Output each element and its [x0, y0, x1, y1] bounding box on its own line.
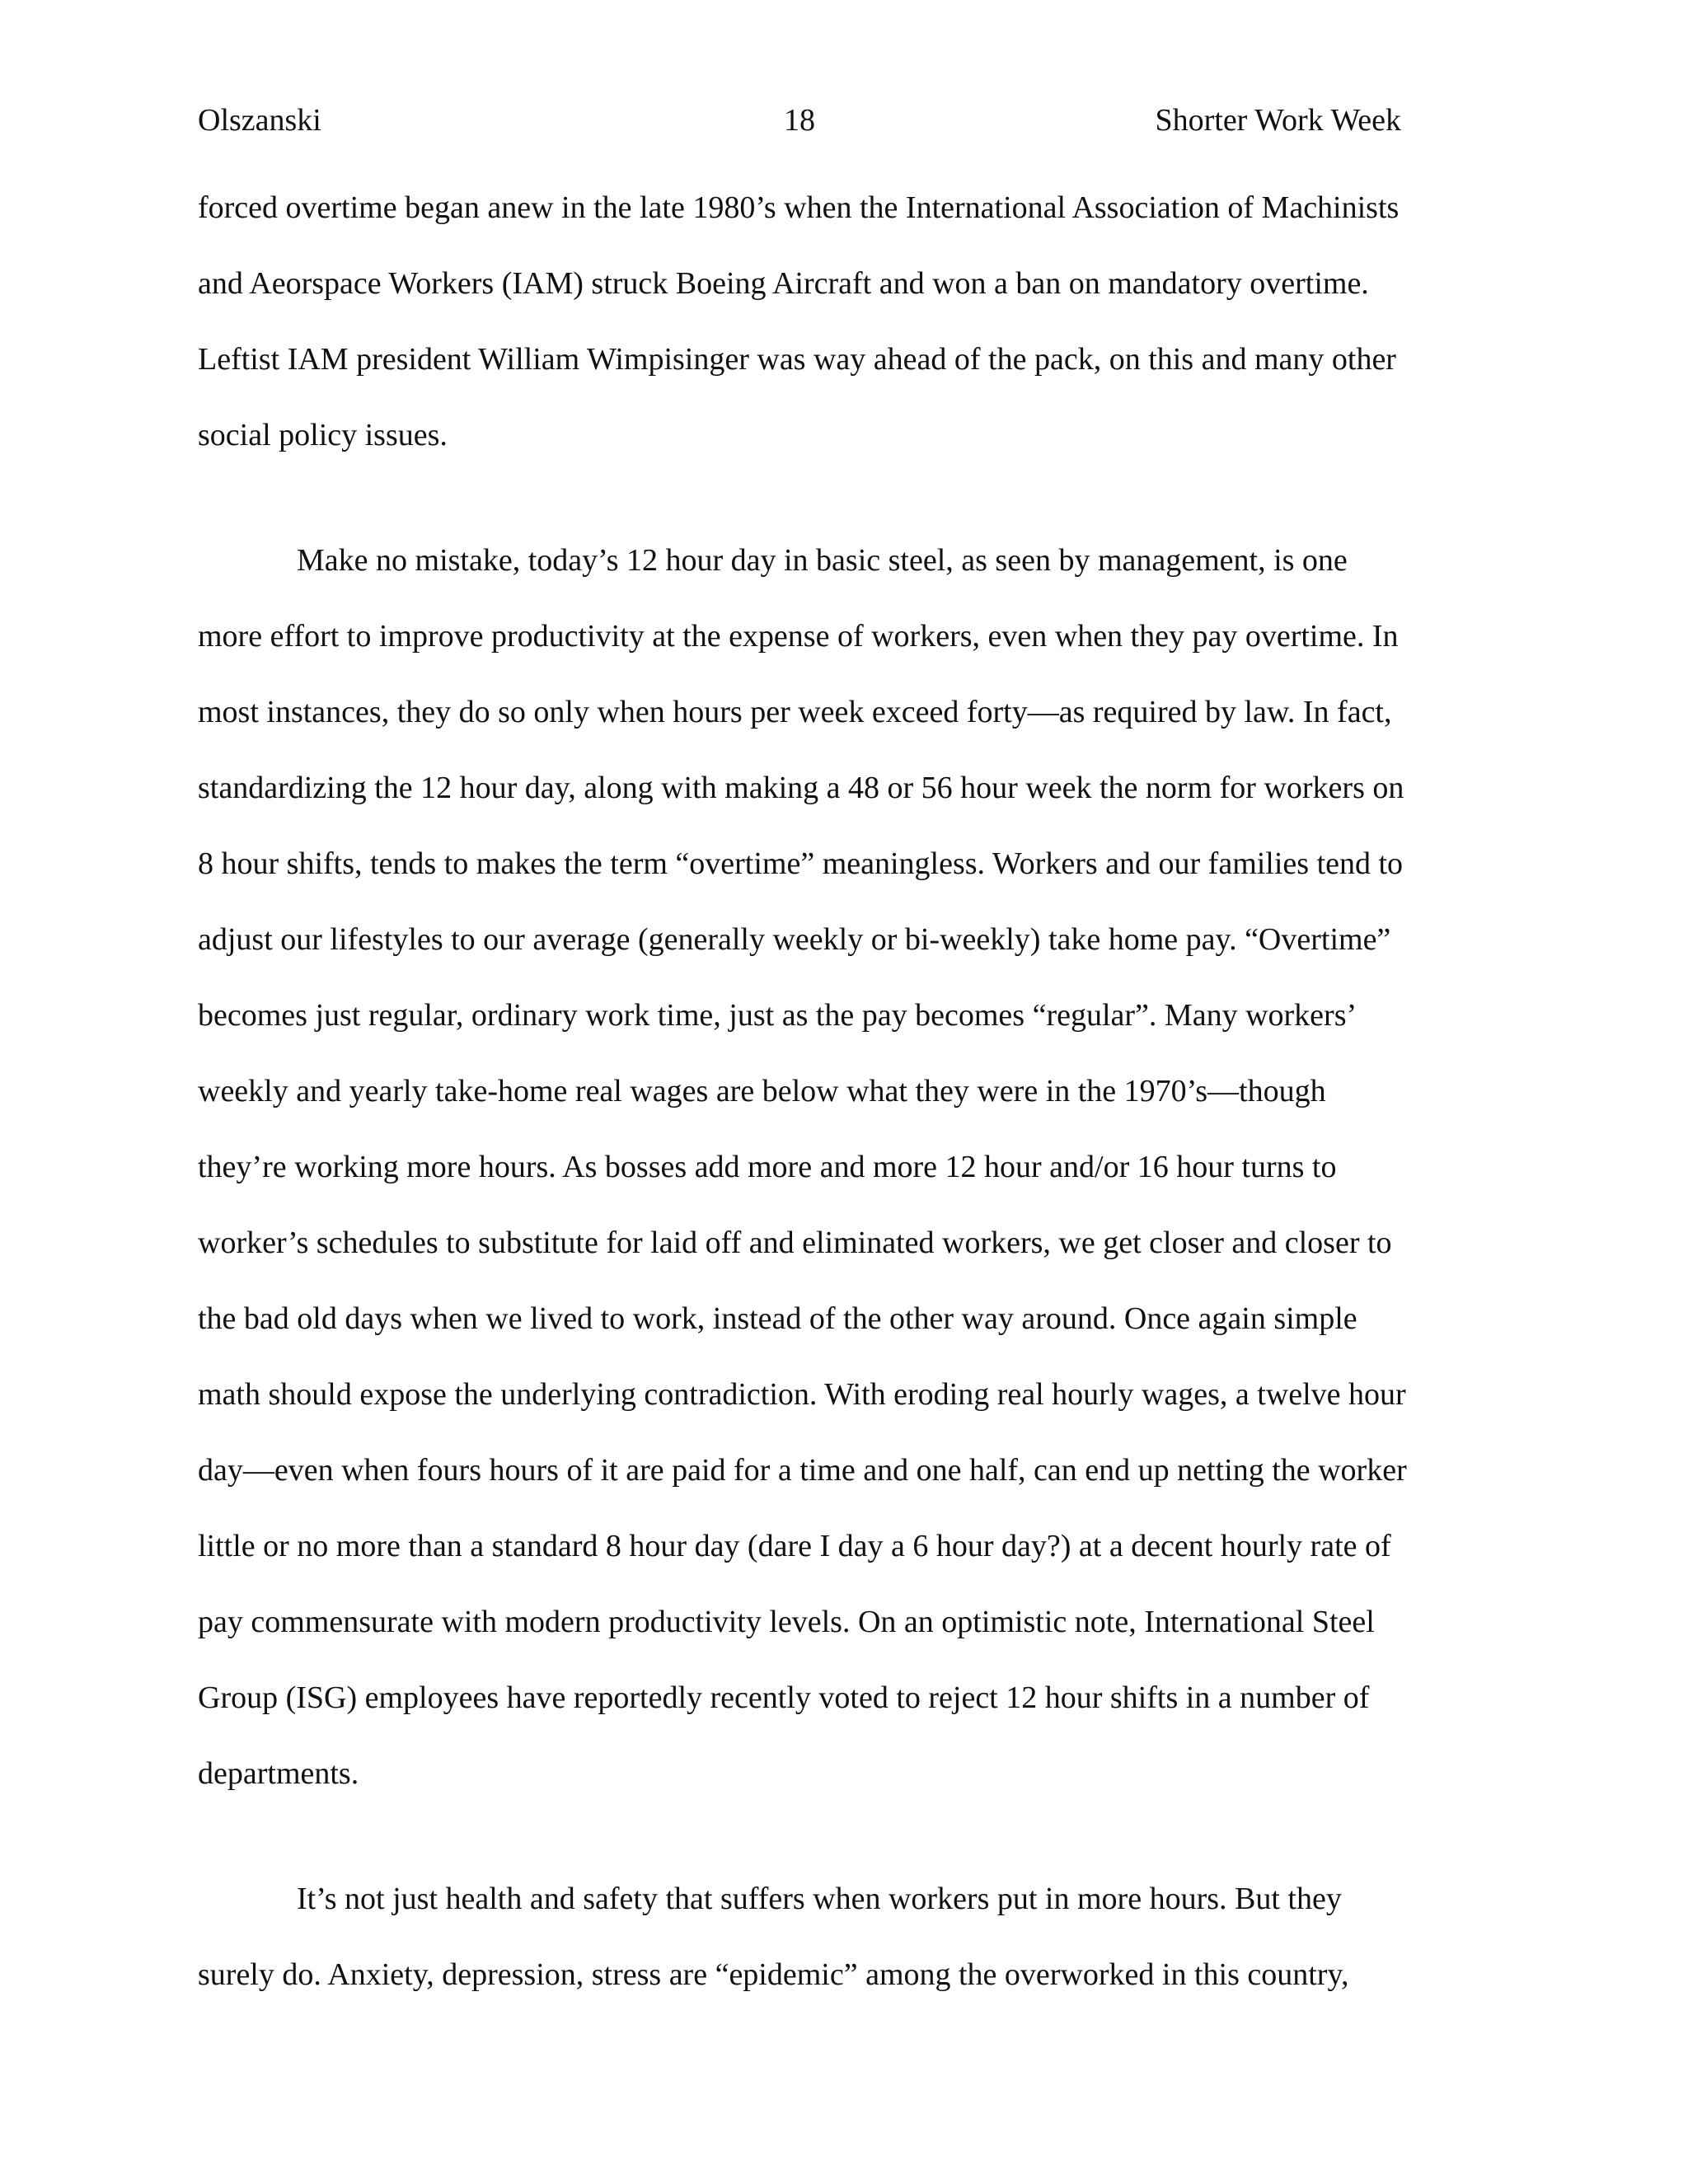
body-text [198, 170, 1409, 2013]
paragraph-1: forced overtime began anew in the late 1980’s when the International Association of Machinists and Aeorspace Workers (IAM) struck Boeing Aircraft and won a ban on mandatory overtime. Leftist IAM president William Wimpisinger was way ahead of the pack, on this and many other social policy issues. [198, 190, 1400, 452]
paragraph-2: Make no mistake, today’s 12 hour day in basic steel, as seen by management, is one more effort to improve productivity at the expense of workers, even when they pay overtime. In most instances, they do so only when hours per week exceed forty—as required by law. In fact, standardizing the 12 hour day, along with making a 48 or 56 hour week the norm for workers on 8 hour shifts, tends to makes the term “overtime” meaningless. Workers and our families tend to adjust our lifestyles to our average (generally weekly or bi-weekly) take home pay. “Overtime” becomes just regular, ordinary work time, just as the pay becomes “regular”. Many workers’ weekly and yearly take-home real wages are below what they were in the 1970’s—though they’re working more hours. As bosses add more and more 12 hour and/or 16 hour turns to worker’s schedules to substitute for laid off and eliminated workers, we get closer and closer to the bad old days when we lived to work, instead of the other way around. Once again simple math should expose the underlying contradiction. With eroding real hourly wages, a twelve hour day—even when fours hours of it are paid for a time and one half, can end up netting the worker little or no more than a standard 8 hour day (dare I day a 6 hour day?) at a decent hourly rate of pay commensurate with modern productivity levels. On an optimistic note, International Steel Group (ISG) employees have reportedly recently voted to reject 12 hour shifts in a number of departments. [198, 543, 1407, 1791]
header-short-title: Shorter Work Week [1155, 103, 1401, 138]
header-author: Olszanski [198, 103, 321, 138]
paragraph-3: It’s not just health and safety that suffers when workers put in more hours. But they surely do. Anxiety, depression, stress are “epidemic” among the overworked in this country, [198, 1882, 1349, 1992]
header-page-number: 18 [784, 103, 815, 138]
running-header [198, 96, 1401, 145]
